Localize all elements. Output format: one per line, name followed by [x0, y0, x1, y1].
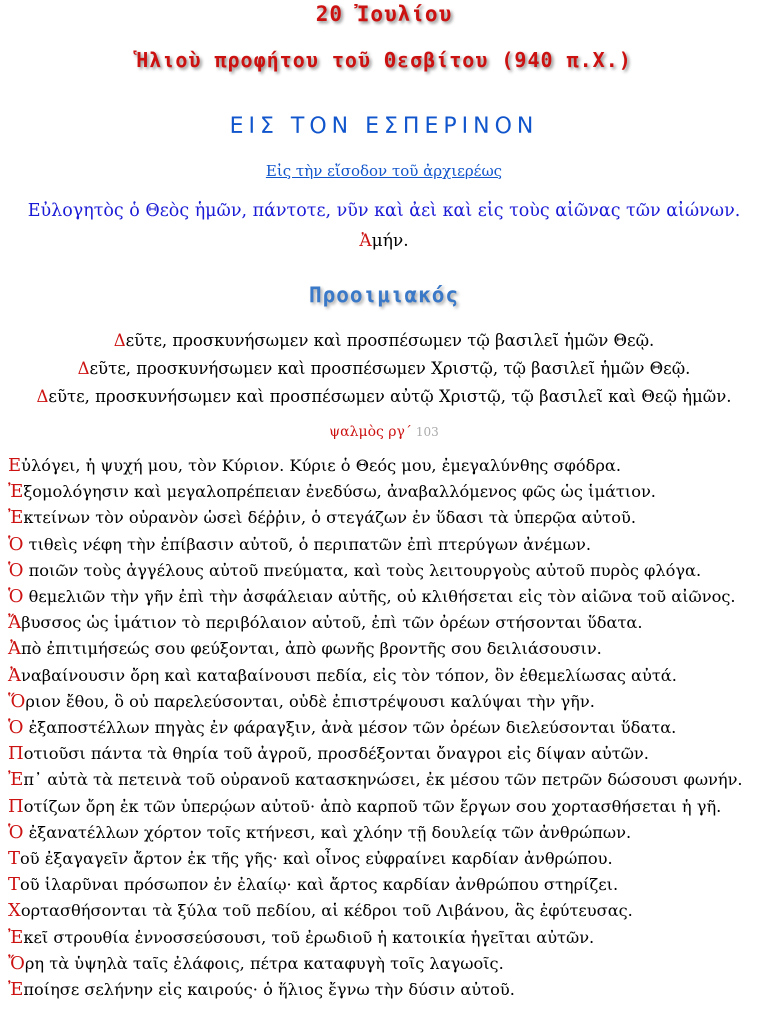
line-text: εῦτε, προσκυνήσωμεν καὶ προσπέσωμεν αὐτῷ Χριστῷ, τῷ βασιλεῖ καὶ Θεῷ ἡμῶν.: [48, 387, 732, 406]
verse-text: ρη τὰ ὑψηλὰ ταῖς ἐλάφοις, πέτρα καταφυγὴ τοῖς λαγωοῖς.: [24, 953, 504, 973]
verse-text: ἐξανατέλλων χόρτον τοῖς κτήνεσι, καὶ χλόην τῇ δουλείᾳ τῶν ἀνθρώπων.: [23, 822, 632, 842]
verse-line: [8, 507, 764, 528]
initial-letter: Ἀ: [8, 638, 21, 660]
verse-line: [8, 927, 764, 948]
verse-text: ναβαίνουσιν ὄρη καὶ καταβαίνουσι πεδία, εἰς τὸν τόπον, ὃν ἐθεμελίωσας αὐτά.: [21, 665, 677, 685]
verse-text: οῦ ἱλαρῦναι πρόσωπον ἐν ἐλαίῳ· καὶ ἄρτος καρδίαν ἀνθρώπου στηρίζει.: [20, 875, 619, 895]
entrance-link[interactable]: Εἰς τὴν εἴσοδον τοῦ ἀρχιερέως: [265, 162, 503, 180]
initial-letter: Ἐ: [8, 507, 24, 529]
initial-letter: Ἄ: [8, 612, 22, 634]
initial-letter: Ἐ: [8, 481, 24, 503]
verse-line: [8, 796, 764, 817]
verse-text: πὸ ἐπιτιμήσεώς σου φεύξονται, ἀπὸ φωνῆς βροντῆς σου δειλιάσουσιν.: [21, 639, 602, 659]
invitatory-line: [0, 331, 768, 350]
verse-line: [8, 455, 764, 476]
amen-response: [0, 231, 768, 251]
verse-text: ὐλόγει, ἡ ψυχή μου, τὸν Κύριον. Κύριε ὁ Θεός μου, ἐμεγαλύνθης σφόδρα.: [21, 456, 621, 475]
service-title: ΕΙΣ ΤΟΝ ΕΣΠΕΡΙΝΟΝ: [229, 114, 539, 139]
verse-line: [8, 691, 764, 712]
line-text: εῦτε, προσκυνήσωμεν καὶ προσπέσωμεν τῷ βασιλεῖ ἡμῶν Θεῷ.: [125, 331, 655, 350]
verse-text: ποίησε σελήνην εἰς καιρούς· ὁ ἥλιος ἔγνω τὴν δύσιν αὐτοῦ.: [23, 980, 515, 999]
verse-line: [8, 822, 764, 843]
initial-letter: Ὁ: [8, 533, 24, 555]
verse-line: [8, 481, 764, 502]
invitatory-line: [0, 359, 768, 378]
verse-text: ἐξαποστέλλων πηγὰς ἐν φάραγξιν, ἀνὰ μέσον τῶν ὀρέων διελεύσονται ὕδατα.: [23, 718, 677, 737]
verse-line: [8, 874, 764, 895]
verse-line: [8, 612, 764, 633]
initial-letter: Π: [8, 743, 24, 765]
verse-line: [8, 769, 764, 790]
verse-text: θεμελιῶν τὴν γῆν ἐπὶ τὴν ἀσφάλειαν αὐτῆς, οὐ κλιθήσεται εἰς τὸν αἰῶνα τοῦ αἰῶνος.: [23, 587, 736, 606]
verse-line: [8, 534, 764, 555]
date-title: 20 Ἰουλίου: [315, 2, 453, 26]
initial-letter: Ἀ: [8, 664, 21, 686]
psalm-label: ψαλμὸς ργ´: [329, 424, 412, 440]
verse-text: ποιῶν τοὺς ἀγγέλους αὐτοῦ πνεύματα, καὶ τοὺς λειτουργοὺς αὐτοῦ πυρὸς φλόγα.: [23, 560, 702, 580]
invitatory-line: [0, 387, 768, 406]
amen-initial: Ἀ: [359, 231, 372, 251]
section-title: Προοιμιακός: [308, 283, 460, 307]
verse-line: [8, 848, 764, 869]
psalm-number: 103: [415, 425, 439, 439]
initial-letter: Ε: [8, 455, 22, 476]
initial-letter: Τ: [8, 874, 21, 896]
verse-line: [8, 953, 764, 974]
amen-rest: μήν.: [371, 231, 409, 251]
initial-letter: Δ: [36, 387, 49, 406]
verse-line: [8, 560, 764, 581]
verse-line: [8, 717, 764, 738]
verse-line: [8, 900, 764, 921]
verse-line: [8, 665, 764, 686]
line-text: εῦτε, προσκυνήσωμεν καὶ προσπέσωμεν Χριστῷ, τῷ βασιλεῖ ἡμῶν Θεῷ.: [89, 359, 691, 378]
initial-letter: Ἐ: [8, 769, 24, 791]
initial-letter: Ὁ: [8, 821, 24, 843]
initial-letter: Ὅ: [8, 690, 26, 712]
initial-letter: Δ: [77, 359, 90, 378]
verse-text: οτίζων ὄρη ἐκ τῶν ὑπερῴων αὐτοῦ· ἀπὸ καρποῦ τῶν ἔργων σου χορτασθήσεται ἡ γῆ.: [23, 796, 722, 816]
verse-line: [8, 638, 764, 659]
verse-text: βυσσος ὡς ἱμάτιον τὸ περιβόλαιον αὐτοῦ, ἐπὶ τῶν ὀρέων στήσονται ὕδατα.: [21, 613, 643, 633]
initial-letter: Ὁ: [8, 559, 24, 581]
initial-letter: Ὄ: [8, 952, 25, 974]
verse-text: ξομολόγησιν καὶ μεγαλοπρέπειαν ἐνεδύσω, ἀναβαλλόμενος φῶς ὡς ἱμάτιον.: [23, 482, 656, 502]
initial-letter: Ἐ: [8, 979, 24, 1000]
initial-letter: Δ: [113, 331, 126, 350]
initial-letter: Π: [8, 795, 24, 817]
verse-line: [8, 586, 764, 607]
initial-letter: Ἐ: [8, 926, 24, 948]
verse-text: π᾽ αὐτὰ τὰ πετεινὰ τοῦ οὐρανοῦ κατασκηνώσει, ἐκ μέσου τῶν πετρῶν δώσουσι φωνήν.: [23, 770, 743, 790]
feast-title: Ἡλιοὺ προφήτου τοῦ Θεσβίτου (940 π.Χ.): [136, 48, 632, 72]
verse-text: ορτασθήσονται τὰ ξύλα τοῦ πεδίου, αἱ κέδροι τοῦ Λιβάνου, ἃς ἐφύτευσας.: [20, 901, 633, 921]
initial-letter: Ὁ: [8, 717, 24, 738]
verse-text: τιθεὶς νέφη τὴν ἐπίβασιν αὐτοῦ, ὁ περιπατῶν ἐπὶ πτερύγων ἀνέμων.: [23, 534, 591, 554]
verse-text: οτιοῦσι πάντα τὰ θηρία τοῦ ἀγροῦ, προσδέξονται ὄναγροι εἰς δίψαν αὐτῶν.: [23, 744, 649, 764]
verse-text: οῦ ἐξαγαγεῖν ἄρτον ἐκ τῆς γῆς· καὶ οἶνος εὐφραίνει καρδίαν ἀνθρώπου.: [20, 849, 613, 868]
initial-letter: Τ: [8, 848, 21, 869]
verse-text: κεῖ στρουθία ἐννοσσεύσουσι, τοῦ ἐρωδιοῦ ἡ κατοικία ἡγεῖται αὐτῶν.: [23, 927, 595, 947]
initial-letter: Ὁ: [8, 586, 24, 607]
initial-letter: Χ: [8, 900, 21, 922]
blessing-text: Εὐλογητὸς ὁ Θεὸς ἡμῶν, πάντοτε, νῦν καὶ ἀεὶ καὶ εἰς τοὺς αἰῶνας τῶν αἰώνων.: [27, 201, 741, 221]
verse-text: κτείνων τὸν οὐρανὸν ὡσεὶ δέῤῥιν, ὁ στεγάζων ἐν ὕδασι τὰ ὑπερῷα αὐτοῦ.: [23, 508, 636, 528]
verse-line: [8, 743, 764, 764]
verse-line: [8, 979, 764, 1000]
verse-text: ριον ἔθου, ὃ οὐ παρελεύσονται, οὐδὲ ἐπιστρέψουσι καλύψαι τὴν γῆν.: [25, 691, 595, 711]
psalm-heading: [0, 424, 768, 440]
